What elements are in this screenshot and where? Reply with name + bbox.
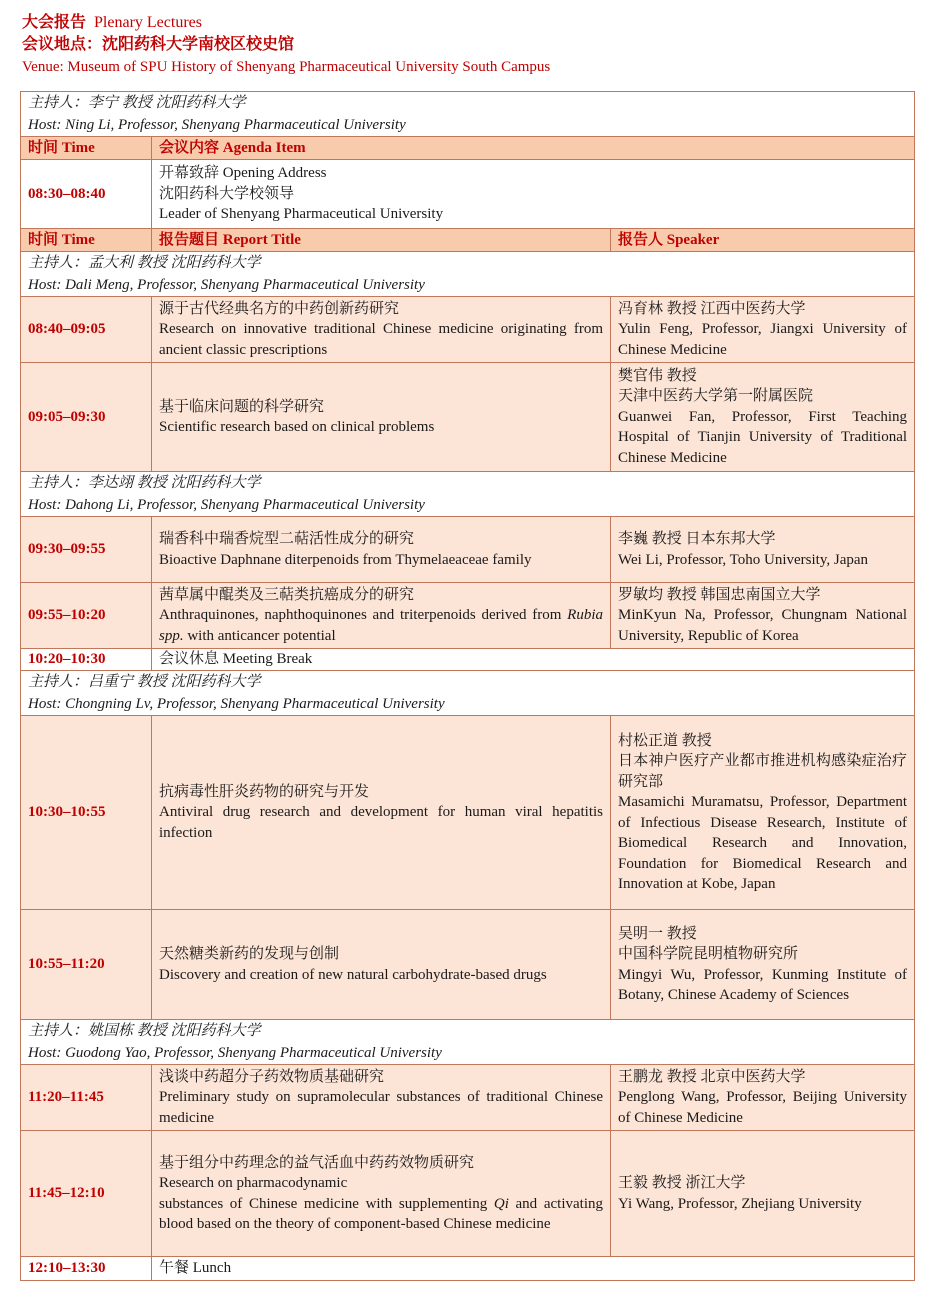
speaker-cn: 村松正道 教授 <box>618 732 712 749</box>
break-label: 会议休息 Meeting Break <box>152 649 915 671</box>
section-title <box>22 12 922 34</box>
time-cell: 12:10–13:30 <box>21 1257 152 1281</box>
report-title-cell <box>152 363 611 472</box>
report-title-cell <box>152 1065 611 1131</box>
speaker-cn: 王鹏龙 教授 北京中医药大学 <box>618 1068 806 1085</box>
time-cell: 11:45–12:10 <box>21 1131 152 1257</box>
break-row <box>21 649 915 671</box>
report-title-cell <box>152 910 611 1020</box>
opening-line-1: 开幕致辞 Opening Address <box>159 165 327 182</box>
report-title-cn: 基于组分中药理念的益气活血中药药效物质研究 <box>159 1154 475 1171</box>
lunch-row <box>21 1257 915 1281</box>
species-name: Rubia spp. <box>159 607 603 644</box>
speaker-en: Mingyi Wu, Professor, Kunming Institute of Botany, Chinese Academy of Sciences <box>618 966 908 1003</box>
host-cn: 主持人：姚国栋 教授 沈阳药科大学 <box>28 1023 261 1039</box>
host-row <box>21 252 915 297</box>
host-cn: 主持人：李达翊 教授 沈阳药科大学 <box>28 475 261 491</box>
time-cell: 11:20–11:45 <box>21 1065 152 1131</box>
col-header-agenda-item: 会议内容 Agenda Item <box>152 137 915 160</box>
time-cell: 09:05–09:30 <box>21 363 152 472</box>
host-en: Host: Guodong Yao, Professor, Shenyang Pharmaceutical University <box>28 1045 442 1061</box>
speaker-affiliation-cn: 天津中医药大学第一附属医院 <box>618 388 814 405</box>
speaker-cell <box>611 517 915 583</box>
col-header-time: 时间 Time <box>21 229 152 252</box>
report-title-en: Discovery and creation of new natural carbohydrate-based drugs <box>159 966 547 983</box>
speaker-cell <box>611 297 915 363</box>
report-title-cn: 源于古代经典名方的中药创新药研究 <box>159 300 400 317</box>
report-title-en: Antiviral drug research and development for human viral hepatitis infection <box>159 804 603 841</box>
host-row <box>21 472 915 517</box>
speaker-cn: 李巍 教授 日本东邦大学 <box>618 531 776 547</box>
report-title-cn: 茜草属中醌类及三萜类抗癌成分的研究 <box>159 586 415 603</box>
report-title-cell <box>152 517 611 583</box>
report-title-cell <box>152 716 611 910</box>
section-title-cn: 大会报告 <box>22 14 87 31</box>
report-title-cn: 天然糖类新药的发现与创制 <box>159 946 340 962</box>
opening-row <box>21 160 915 229</box>
speaker-cn: 冯育林 教授 江西中医药大学 <box>618 300 806 317</box>
opening-line-2: 沈阳药科大学校领导 <box>159 185 295 202</box>
report-title-en <box>159 605 603 646</box>
speaker-cn: 吴明一 教授 <box>618 925 697 942</box>
speaker-en: MinKyun Na, Professor, Chungnam National University, Republic of Korea <box>618 607 908 644</box>
speaker-en: Yulin Feng, Professor, Jiangxi University of Chinese Medicine <box>618 321 908 358</box>
talk-row <box>21 1131 915 1257</box>
time-cell: 08:40–09:05 <box>21 297 152 363</box>
report-title-en: Scientific research based on clinical problems <box>159 419 435 435</box>
speaker-en: Guanwei Fan, Professor, First Teaching Hospital of Tianjin University of Traditional Chinese Medicine <box>618 408 908 466</box>
host-cell <box>21 671 915 716</box>
col-header-report-title: 报告题目 Report Title <box>152 229 611 252</box>
report-title-cn: 浅谈中药超分子药效物质基础研究 <box>159 1068 385 1085</box>
venue-cn: 会议地点：沈阳药科大学南校区校史馆 <box>22 36 295 53</box>
host-row <box>21 1020 915 1065</box>
report-title-cn: 抗病毒性肝炎药物的研究与开发 <box>159 783 370 800</box>
speaker-en: Masamichi Muramatsu, Professor, Department of Infectious Disease Research, Institute of Biomedical Research and Innovation, Foundation for Biomedical Research and Innovation at Kobe, Japan <box>618 794 908 892</box>
column-header-row <box>21 137 915 160</box>
host-row <box>21 92 915 137</box>
section-title-en: Plenary Lectures <box>94 14 202 31</box>
talk-row <box>21 716 915 910</box>
host-en: Host: Ning Li, Professor, Shenyang Pharmaceutical University <box>28 117 406 133</box>
speaker-en: Wei Li, Professor, Toho University, Japan <box>618 551 869 568</box>
host-cn: 主持人：李宁 教授 沈阳药科大学 <box>28 95 246 111</box>
report-title-en: Research on innovative traditional Chinese medicine originating from ancient classic prescriptions <box>159 321 603 358</box>
host-en: Host: Dali Meng, Professor, Shenyang Pharmaceutical University <box>28 277 425 293</box>
time-cell: 08:30–08:40 <box>21 160 152 229</box>
speaker-cn: 罗敏均 教授 韩国忠南国立大学 <box>618 586 821 603</box>
host-cell <box>21 252 915 297</box>
page-header <box>22 12 922 78</box>
host-en: Host: Dahong Li, Professor, Shenyang Pharmaceutical University <box>28 497 425 513</box>
talk-row <box>21 363 915 472</box>
speaker-cell <box>611 1065 915 1131</box>
report-title-cell <box>152 297 611 363</box>
speaker-en: Penglong Wang, Professor, Beijing University of Chinese Medicine <box>618 1089 908 1126</box>
speaker-en: Yi Wang, Professor, Zhejiang University <box>618 1195 862 1212</box>
report-title-cn: 瑞香科中瑞香烷型二萜活性成分的研究 <box>159 531 415 547</box>
speaker-cn: 王毅 教授 浙江大学 <box>618 1175 746 1191</box>
report-title-en: Preliminary study on supramolecular substances of traditional Chinese medicine <box>159 1089 603 1126</box>
speaker-affiliation-cn: 中国科学院昆明植物研究所 <box>618 946 799 962</box>
report-title-en-part: with anticancer potential <box>183 627 336 644</box>
speaker-cell <box>611 716 915 910</box>
report-title-en <box>159 1194 603 1235</box>
report-title-cn: 基于临床问题的科学研究 <box>159 398 325 415</box>
report-title-en: Bioactive Daphnane diterpenoids from Thymelaeaceae family <box>159 551 532 568</box>
report-title-en-line-1: Research on pharmacodynamic <box>159 1175 348 1191</box>
col-header-time: 时间 Time <box>21 137 152 160</box>
time-cell: 09:30–09:55 <box>21 517 152 583</box>
host-cell <box>21 1020 915 1065</box>
time-cell: 09:55–10:20 <box>21 583 152 649</box>
venue-en: Venue: Museum of SPU History of Shenyang Pharmaceutical University South Campus <box>22 59 551 75</box>
talk-row <box>21 517 915 583</box>
time-cell: 10:55–11:20 <box>21 910 152 1020</box>
time-cell: 10:30–10:55 <box>21 716 152 910</box>
time-cell: 10:20–10:30 <box>21 649 152 671</box>
host-row <box>21 671 915 716</box>
qi-term: Qi <box>493 1195 509 1212</box>
host-cn: 主持人：孟大利 教授 沈阳药科大学 <box>28 255 261 271</box>
speaker-cell <box>611 910 915 1020</box>
opening-cell <box>152 160 915 229</box>
speaker-cell <box>611 1131 915 1257</box>
host-cell <box>21 92 915 137</box>
report-title-en-part: substances of Chinese medicine with supplementing <box>159 1195 494 1212</box>
speaker-cn: 樊官伟 教授 <box>618 367 697 384</box>
speaker-cell <box>611 363 915 472</box>
column-header-row <box>21 229 915 252</box>
report-title-en-part: and activating blood based on the theory of component-based Chinese medicine <box>159 1195 603 1232</box>
col-header-speaker: 报告人 Speaker <box>611 229 915 252</box>
talk-row <box>21 1065 915 1131</box>
agenda-table <box>20 91 915 1281</box>
host-en: Host: Chongning Lv, Professor, Shenyang Pharmaceutical University <box>28 696 445 712</box>
speaker-cell <box>611 583 915 649</box>
opening-line-3: Leader of Shenyang Pharmaceutical University <box>159 206 444 223</box>
host-cell <box>21 472 915 517</box>
talk-row <box>21 583 915 649</box>
talk-row <box>21 910 915 1020</box>
speaker-affiliation-cn: 日本神户医疗产业都市推进机构感染症治疗研究部 <box>618 753 908 790</box>
host-cn: 主持人：吕重宁 教授 沈阳药科大学 <box>28 674 261 690</box>
report-title-cell <box>152 1131 611 1257</box>
report-title-en-part: Anthraquinones, naphthoquinones and triterpenoids derived from <box>159 607 568 624</box>
lunch-label: 午餐 Lunch <box>152 1257 915 1281</box>
report-title-cell <box>152 583 611 649</box>
talk-row <box>21 297 915 363</box>
